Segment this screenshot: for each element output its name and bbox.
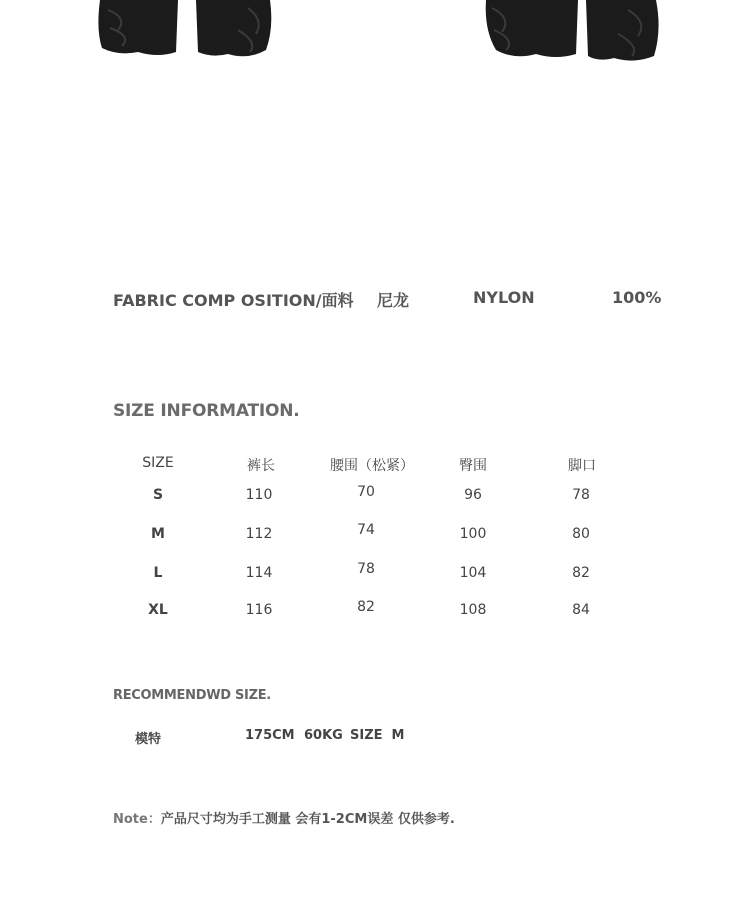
size-information-title: SIZE INFORMATION.: [113, 401, 300, 421]
size-cell: 100: [459, 526, 487, 542]
garment-photo-left: [88, 0, 278, 64]
size-cell: 112: [245, 526, 273, 542]
size-row-label: L: [153, 565, 163, 581]
size-cell: 96: [464, 487, 482, 503]
fabric-material-cn: 尼龙: [377, 291, 410, 310]
size-header-hem: 脚口: [568, 458, 596, 474]
size-cell: 78: [572, 487, 590, 503]
size-cell: 74: [357, 522, 375, 538]
size-cell: 78: [357, 561, 375, 577]
size-cell: 82: [357, 599, 375, 615]
size-cell: 70: [357, 484, 375, 500]
size-cell: 116: [245, 602, 273, 618]
size-cell: 82: [572, 565, 590, 581]
garment-photo-right: [478, 0, 668, 64]
size-row-label: XL: [148, 602, 168, 618]
model-height: 175CM: [245, 728, 295, 743]
size-row-label: M: [151, 526, 165, 542]
size-header-size: SIZE: [142, 455, 174, 471]
size-cell: 110: [245, 487, 273, 503]
model-weight: 60KG: [304, 728, 343, 743]
size-header-length: 裤长: [247, 458, 275, 474]
fabric-percent: 100%: [612, 288, 662, 307]
size-row-label: S: [152, 487, 164, 503]
fabric-label: FABRIC COMP OSITION/面料: [113, 291, 354, 310]
recommended-size-title: RECOMMENDWD SIZE.: [113, 688, 271, 703]
size-cell: 114: [245, 565, 273, 581]
model-label: 模特: [135, 732, 162, 747]
size-header-hip: 臀围: [459, 458, 487, 474]
size-cell: 108: [459, 602, 487, 618]
size-cell: 84: [572, 602, 590, 618]
measurement-note: [113, 808, 455, 827]
fabric-material-en: NYLON: [473, 288, 535, 307]
size-cell: 80: [572, 526, 590, 542]
note-text: 产品尺寸均为手工测量 会有1-2CM误差 仅供参考.: [160, 812, 455, 827]
size-header-waist: 腰围（松紧）: [330, 458, 414, 474]
model-size: SIZE M: [350, 728, 405, 743]
size-cell: 104: [459, 565, 487, 581]
note-label: Note：: [113, 812, 161, 827]
